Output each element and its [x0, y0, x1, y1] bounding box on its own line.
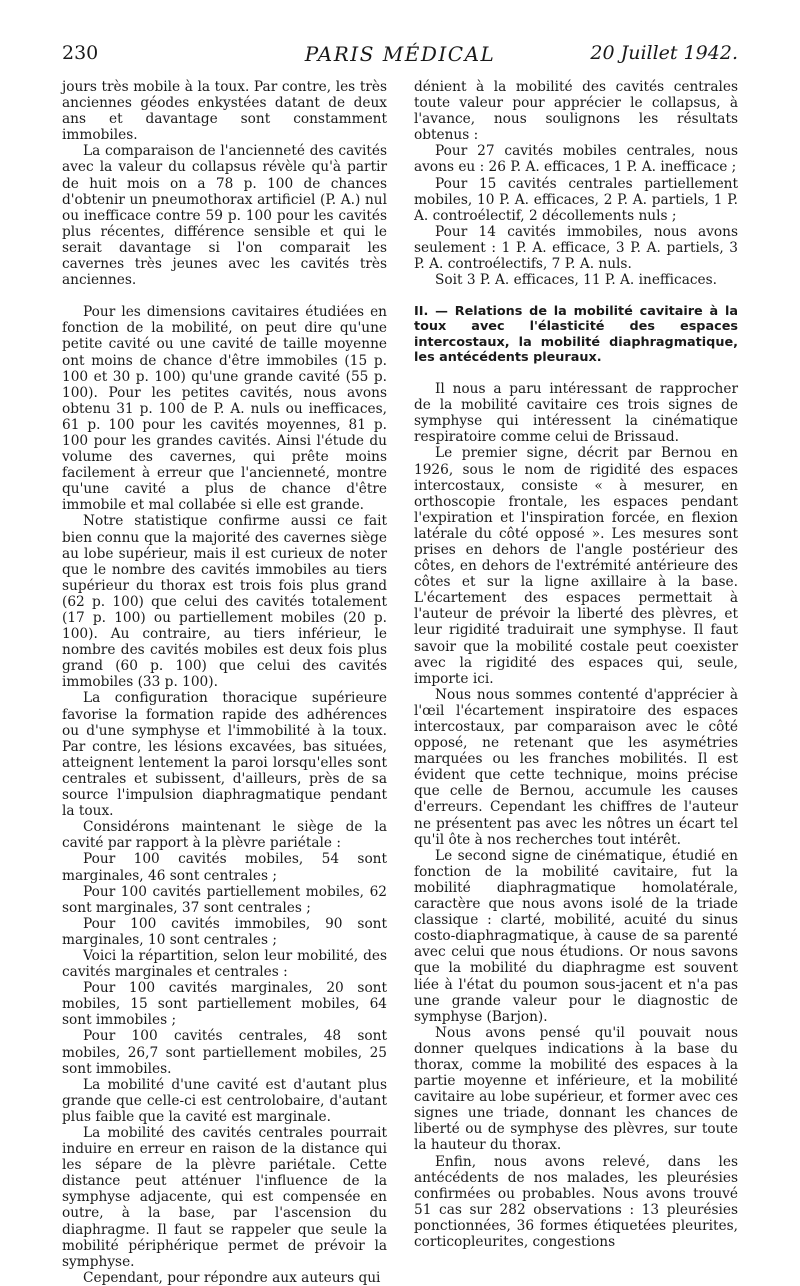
paragraph: Notre statistique confirme aussi ce fait bien connu que la majorité des cavernes siège au lobe supérieur, mais il est curieux de noter que le nombre des cavités immobiles au tiers supérieur du thorax est trois fois plus grand (62 p. 100) que celui des cavités totalement (17 p. 100) ou partiellement mobiles (20 p. 100). Au contraire, au tiers inférieur, le nombre des cavités mobiles est deux fois plus grand (60 p. 100) que celui des cavités immobiles (33 p. 100). — [62, 513, 387, 691]
paragraph: dénient à la mobilité des cavités centrales toute valeur pour apprécier le collapsus, à l'avance, nous soulignons les résultats obtenus : — [414, 79, 738, 144]
paragraph: Il nous a paru intéressant de rapprocher de la mobilité cavitaire ces trois signes de symphyse qui intéressent la cinématique respiratoire comme celui de Brissaud. — [414, 381, 738, 446]
paragraph: Soit 3 P. A. efficaces, 11 P. A. inefficaces. — [435, 272, 717, 289]
paragraph: Cependant, pour répondre aux auteurs qui — [83, 1269, 381, 1286]
paragraph: Pour 15 cavités centrales partiellement mobiles, 10 P. A. efficaces, 2 P. A. partiels, 1 P. A. controélectif, 2 décollements nuls ; — [414, 175, 738, 224]
paragraph: Le premier signe, décrit par Bernou en 1926, sous le nom de rigidité des espaces intercostaux, consiste « à mesurer, en orthoscopie frontale, les espaces pendant l'expiration et l'inspiration forcée, en flexion latérale du côté opposé ». Les mesures sont prises en dehors de l'angle postérieur des côtes, en dehors de l'extrémité antérieure des côtes et sur la ligne axillaire à la base. L'écartement des espaces permettait à l'auteur de prévoir la liberté des plèvres, et leur rigidité traduirait une symphyse. Il faut savoir que la mobilité costale peut coexister avec la rigidité des espaces qui, seule, importe ici. — [414, 445, 738, 687]
paragraph: Considérons maintenant le siège de la cavité par rapport à la plèvre pariétale : — [62, 819, 387, 852]
journal-title: PARIS MÉDICAL — [304, 42, 496, 66]
right-column — [414, 79, 738, 1250]
page-number: 230 — [62, 42, 99, 64]
paragraph: Pour 14 cavités immobiles, nous avons seulement : 1 P. A. efficace, 3 P. A. partiels, 3 P. A. controélectifs, 7 P. A. nuls. — [414, 223, 738, 273]
paragraph: La configuration thoracique supérieure favorise la formation rapide des adhérences ou d'une symphyse et l'immobilité à la toux. Par contre, les lésions excavées, bas situées, atteignent lentement la paroi lorsqu'elles sont centrales et subissent, d'ailleurs, près de sa source l'impulsion diaphragmatique pendant la toux. — [62, 690, 387, 820]
paragraph: La comparaison de l'ancienneté des cavités avec la valeur du collapsus révèle qu'à partir de huit mois on a 78 p. 100 de chances d'obtenir un pneumothorax artificiel (P. A.) nul ou inefficace contre 59 p. 100 pour les cavités plus récentes, différence sensible et qui le serait davantage si l'on comparait les cavernes très jeunes avec les cavités très anciennes. — [62, 143, 387, 289]
paragraph: Le second signe de cinématique, étudié en fonction de la mobilité cavitaire, fut la mobilité diaphragmatique homolatérale, caractère que nous avons isolé de la triade classique : clarté, mobilité, acuité du sinus costo-diaphragmatique, à cause de sa parenté avec celui que nous étudions. Or nous savons que la mobilité du diaphragme est souvent liée à l'état du poumon sous-jacent et n'a pas une grande valeur pour le diagnostic de symphyse (Barjon). — [414, 847, 738, 1025]
section-heading: II. — Relations de la mobilité cavitaire à la toux avec l'élasticité des espaces intercostaux, la mobilité diaphragmatique, les antécédents pleuraux. — [414, 304, 738, 365]
paragraph: Pour les dimensions cavitaires étudiées en fonction de la mobilité, on peut dire qu'une petite cavité ou une cavité de taille moyenne ont moins de chance d'être immobiles (15 p. 100 et 30 p. 100) qu'une grande cavité (55 p. 100). Pour les petites cavités, nous avons obtenu 31 p. 100 de P. A. nuls ou inefficaces, 61 p. 100 pour les cavités moyennes, 81 p. 100 pour les grandes cavités. Ainsi l'étude du volume des cavernes, qui prête moins facilement à erreur que l'ancienneté, montre qu'une cavité a plus de chance d'être immobile et mal collabée si elle est grande. — [62, 304, 387, 514]
paragraph-gap — [62, 288, 387, 304]
paragraph: Nous avons pensé qu'il pouvait nous donner quelques indications à la base du thorax, comme la mobilité des espaces à la partie moyenne et inférieure, et la mobilité cavitaire au lobe supérieur, et former avec ces signes une triade, donnant les chances de liberté ou de symphyse des plèvres, sur toute la hauteur du thorax. — [414, 1024, 738, 1154]
left-column — [62, 79, 387, 1286]
paragraph: Pour 100 cavités partiellement mobiles, 62 sont marginales, 37 sont centrales ; — [62, 883, 387, 916]
paragraph: jours très mobile à la toux. Par contre, les très anciennes géodes enkystées datant de deux ans et davantage sont constamment immobiles. — [62, 79, 387, 144]
paragraph: Pour 100 cavités immobiles, 90 sont marginales, 10 sont centrales ; — [62, 915, 387, 948]
paragraph: Nous nous sommes contenté d'apprécier à l'œil l'écartement inspiratoire des espaces intercostaux, par comparaison avec le côté opposé, ne retenant que les asymétries marquées ou les franches mobilités. Il est évident que cette technique, moins précise que celle de Bernou, accumule les causes d'erreurs. Cependant les chiffres de l'auteur ne présentent pas avec les nôtres un écart tel qu'il ôte à nos recherches tout intérêt. — [414, 686, 738, 848]
paragraph: Pour 100 cavités mobiles, 54 sont marginales, 46 sont centrales ; — [62, 851, 387, 884]
paragraph-gap — [414, 365, 738, 381]
paragraph: Voici la répartition, selon leur mobilité, des cavités marginales et centrales : — [62, 947, 387, 981]
paragraph: La mobilité des cavités centrales pourrait induire en erreur en raison de la distance qui les sépare de la plèvre pariétale. Cette distance peut atténuer l'influence de la symphyse adjacente, qui est compensée en outre, à la base, par l'ascension du diaphragme. Il faut se rappeler que seule la mobilité périphérique permet de prévoir la symphyse. — [62, 1125, 387, 1270]
paragraph-gap — [414, 288, 738, 304]
paragraph: Enfin, nous avons relevé, dans les antécédents de nos malades, les pleurésies confirmées ou probables. Nous avons trouvé 51 cas sur 282 observations : 13 pleurésies ponctionnées, 36 formes étiquetées pleurites, corticopleurites, congestions — [414, 1153, 738, 1250]
issue-date: 20 Juillet 1942. — [590, 42, 738, 64]
paragraph: La mobilité d'une cavité est d'autant plus grande que celle-ci est centrolobaire, d'autant plus faible que la cavité est marginale. — [62, 1076, 387, 1125]
page-header — [62, 42, 738, 72]
paragraph: Pour 27 cavités mobiles centrales, nous avons eu : 26 P. A. efficaces, 1 P. A. inefficace ; — [414, 143, 738, 176]
paragraph: Pour 100 cavités marginales, 20 sont mobiles, 15 sont partiellement mobiles, 64 sont immobiles ; — [62, 980, 387, 1029]
paragraph: Pour 100 cavités centrales, 48 sont mobiles, 26,7 sont partiellement mobiles, 25 sont immobiles. — [62, 1028, 387, 1077]
